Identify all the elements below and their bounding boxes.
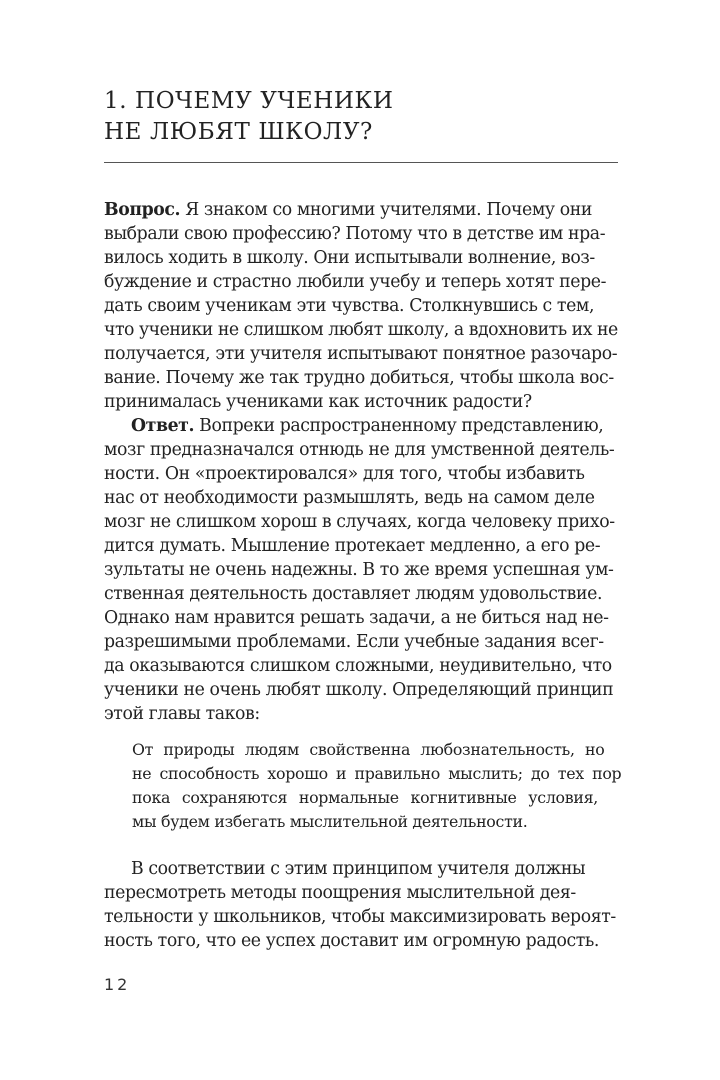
conclusion-line: ность того, что ее успех доставит им огромную радость. <box>104 931 600 951</box>
question-line: получается, эти учителя испытывают понятное разочаро- <box>104 344 618 364</box>
answer-line: дится думать. Мышление протекает медленно, а его ре- <box>104 536 601 556</box>
principle-line: пока сохраняются нормальные когнитивные условия, <box>132 788 598 807</box>
answer-line: мозг не слишком хорош в случаях, когда человеку прихо- <box>104 512 615 532</box>
question-first-line <box>104 198 618 222</box>
question-first-text: Я знаком со многими учителями. Почему они <box>180 200 593 220</box>
chapter-title-line-1: 1. ПОЧЕМУ УЧЕНИКИ <box>104 88 394 114</box>
question-line: вание. Почему же так трудно добиться, чтобы школа вос- <box>104 368 614 388</box>
answer-line: мозг предназначался отнюдь не для умственной деятель- <box>104 440 615 460</box>
principle-line: не способность хорошо и правильно мыслить; до тех пор <box>132 764 622 783</box>
answer-line: ности. Он «проектировался» для того, чтобы избавить <box>104 464 585 484</box>
question-line: принималась учениками как источник радости? <box>104 392 532 412</box>
conclusion-line: пересмотреть методы поощрения мыслительной дея- <box>104 883 576 903</box>
answer-line: разрешимыми проблемами. Если учебные задания всег- <box>104 632 604 652</box>
question-line: вилось ходить в школу. Они испытывали волнение, воз- <box>104 248 595 268</box>
answer-line: зультаты не очень надежны. В то же время успешная ум- <box>104 560 614 580</box>
question-line: дать своим ученикам эти чувства. Столкнувшись с тем, <box>104 296 595 316</box>
answer-first-line <box>104 414 618 438</box>
answer-line: этой главы таков: <box>104 704 260 724</box>
chapter-title <box>104 86 624 148</box>
conclusion-paragraph <box>104 857 618 953</box>
principle-line: мы будем избегать мыслительной деятельности. <box>132 812 528 831</box>
answer-line: ственная деятельность доставляет людям удовольствие. <box>104 584 603 604</box>
principle-quote <box>104 738 622 834</box>
question-line: выбрали свою профессию? Потому что в детстве им нра- <box>104 224 606 244</box>
answer-line: нас от необходимости размышлять, ведь на самом деле <box>104 488 595 508</box>
question-paragraph <box>104 198 618 414</box>
question-line: что ученики не слишком любят школу, а вдохновить их не <box>104 320 618 340</box>
conclusion-line: В соответствии с этим принципом учителя должны <box>131 859 586 879</box>
chapter-title-line-2: НЕ ЛЮБЯТ ШКОЛУ? <box>104 119 373 145</box>
answer-line: да оказываются слишком сложными, неудивительно, что <box>104 656 612 676</box>
principle-line: От природы людям свойственна любознательность, но <box>132 740 605 759</box>
answer-line: ученики не очень любят школу. Определяющий принцип <box>104 680 614 700</box>
answer-paragraph <box>104 414 618 726</box>
answer-label: Ответ. <box>131 416 195 436</box>
title-divider <box>104 162 618 163</box>
question-label: Вопрос. <box>104 200 181 220</box>
conclusion-line: тельности у школьников, чтобы максимизировать вероят- <box>104 907 616 927</box>
page-number: 12 <box>104 975 131 994</box>
answer-first-text: Вопреки распространенному представлению, <box>194 416 604 436</box>
body-text <box>104 198 622 953</box>
answer-line: Однако нам нравится решать задачи, а не биться над не- <box>104 608 609 628</box>
question-line: буждение и страстно любили учебу и теперь хотят пере- <box>104 272 607 292</box>
